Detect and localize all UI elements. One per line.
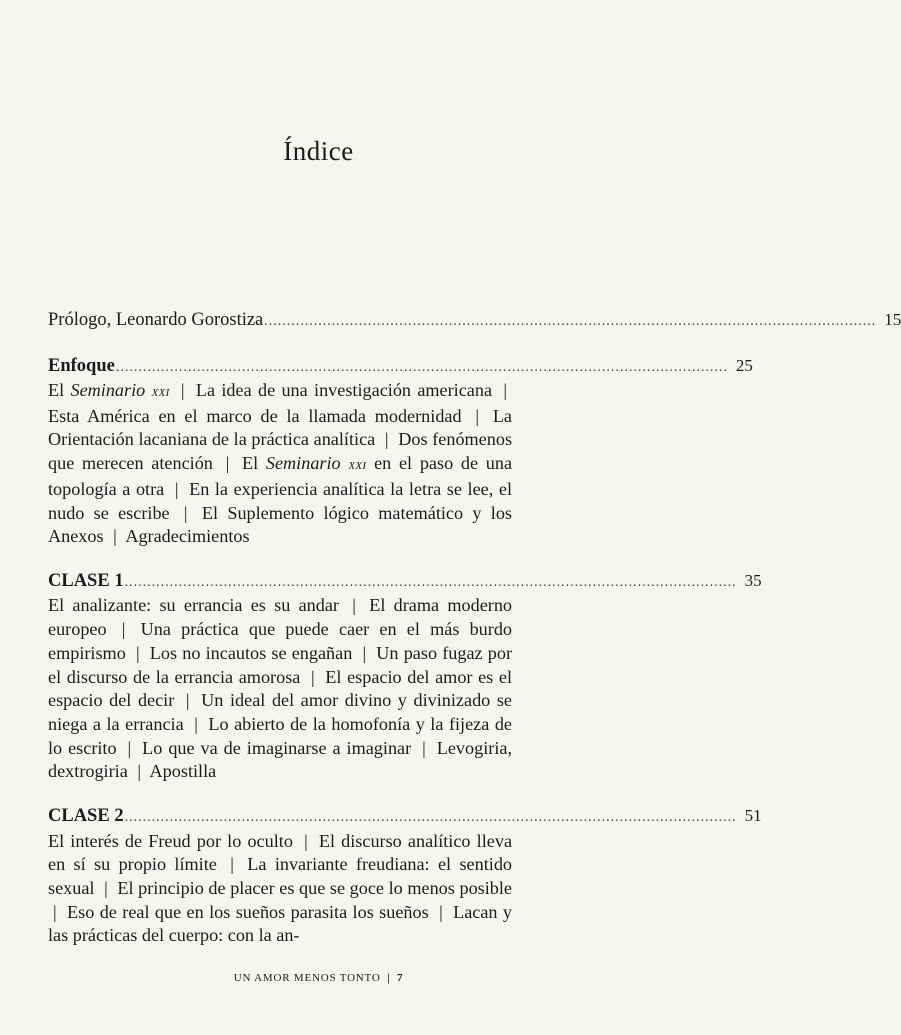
toc-subtopic: Un paso fugaz por el discurso de la errancia amorosa [48, 642, 513, 687]
leader-dots: ........................................................................................................................................ [124, 810, 737, 826]
toc-subtopic: En la experiencia analítica la letra se lee, el nudo se escribe [48, 478, 512, 523]
toc-subtopic: El Suplemento lógico matemático y los Anexos [48, 502, 513, 547]
toc-subtopic: Los no incautos se engañan [149, 642, 353, 663]
toc-subtopic: Un ideal del amor divino y divinizado se niega a la errancia [48, 690, 513, 734]
footer-separator: | [387, 972, 391, 984]
toc-subtopic: Eso de real que en los sueños parasita los sueños [67, 901, 429, 922]
running-title: UN AMOR MENOS TONTO [233, 972, 381, 984]
page-footer [0, 972, 637, 984]
toc-page-number: 25 [735, 355, 753, 375]
item-separator: | [135, 642, 140, 663]
item-separator: | [53, 901, 57, 922]
toc-entry-heading [48, 308, 901, 334]
item-separator: | [352, 595, 356, 616]
item-separator: | [104, 877, 108, 898]
leader-dots: ........................................................................................................................................ [115, 359, 728, 375]
item-separator: | [194, 713, 198, 734]
toc-entry-clase-2 [48, 804, 762, 948]
toc-entry-label: Enfoque [48, 355, 115, 376]
item-separator: | [384, 429, 389, 450]
toc-entry-description [48, 594, 512, 784]
toc-subtopic: Lo que va de imaginarse a imaginar [142, 737, 412, 758]
item-separator: | [439, 901, 443, 922]
toc-subtopic: Levogiria, dextrogiria [48, 737, 512, 782]
item-separator: | [230, 854, 234, 875]
toc-entry-heading [48, 569, 762, 595]
item-separator: | [362, 642, 367, 663]
item-separator: | [113, 526, 117, 547]
toc-subtopic: El drama moderno europeo [48, 595, 513, 640]
toc-page-number: 51 [744, 806, 762, 826]
toc-subtopic: Lacan y las prácticas del cuerpo: con la an- [48, 901, 513, 946]
item-separator: | [121, 619, 126, 640]
toc-entry-description [48, 379, 512, 549]
toc-subtopic: Dos fenómenos que merecen atención [48, 429, 513, 474]
toc-entry-heading [48, 354, 753, 380]
toc-subtopic: Agradecimientos [125, 526, 250, 547]
item-separator: | [183, 502, 188, 523]
item-separator: | [422, 737, 426, 758]
footer-page-number: 7 [396, 972, 404, 984]
item-separator: | [174, 478, 179, 499]
leader-dots: ........................................................................................................................................ [264, 314, 877, 329]
toc-entry-label: Prólogo, Leonardo Gorostiza [48, 310, 264, 330]
toc-subtopic: El principio de placer es que se goce lo menos posible [117, 877, 513, 898]
toc-subtopic: Una práctica que puede caer en el más burdo empirismo [48, 619, 513, 663]
toc-entry-label: CLASE 1 [48, 570, 124, 591]
toc-subtopic: Apostilla [149, 761, 217, 782]
item-separator: | [185, 690, 190, 711]
toc-subtopic: El Seminario xxi [48, 380, 170, 400]
item-separator: | [311, 666, 315, 687]
leader-dots: ........................................................................................................................................ [124, 574, 737, 590]
toc-entry-label: CLASE 2 [48, 806, 124, 827]
toc-entry-enfoque [48, 354, 753, 549]
toc-subtopic: El interés de Freud por lo oculto [48, 830, 293, 851]
toc-page-number: 15 [884, 310, 901, 329]
toc-subtopic: El Seminario xxi en el paso de una topología a otra [48, 453, 513, 499]
toc-subtopic: Esta América en el marco de la llamada modernidad [48, 405, 462, 426]
item-separator: | [503, 380, 507, 400]
page-title: Índice [283, 136, 354, 166]
item-separator: | [225, 453, 230, 474]
toc-subtopic: La Orientación lacaniana de la práctica analítica [48, 405, 512, 450]
item-separator: | [475, 405, 480, 426]
toc-subtopic: El discurso analítico lleva en sí su propio límite [48, 830, 513, 875]
item-separator: | [180, 380, 185, 400]
toc-page-number: 35 [744, 570, 762, 590]
table-of-contents [48, 308, 901, 968]
toc-subtopic: Lo abierto de la homofonía y la fijeza de lo escrito [48, 713, 512, 758]
toc-subtopic: La idea de una investigación americana [195, 380, 493, 400]
toc-subtopic: El analizante: su errancia es su andar [48, 595, 339, 616]
item-separator: | [304, 830, 308, 851]
toc-entry-heading [48, 804, 762, 830]
item-separator: | [137, 761, 141, 782]
item-separator: | [127, 737, 132, 758]
toc-entry-description [48, 830, 512, 949]
toc-entry-prologo [48, 308, 901, 334]
toc-subtopic: El espacio del amor es el espacio del decir [48, 666, 513, 711]
toc-entry-clase-1 [48, 569, 762, 784]
toc-subtopic: La invariante freudiana: el sentido sexual [48, 854, 513, 898]
